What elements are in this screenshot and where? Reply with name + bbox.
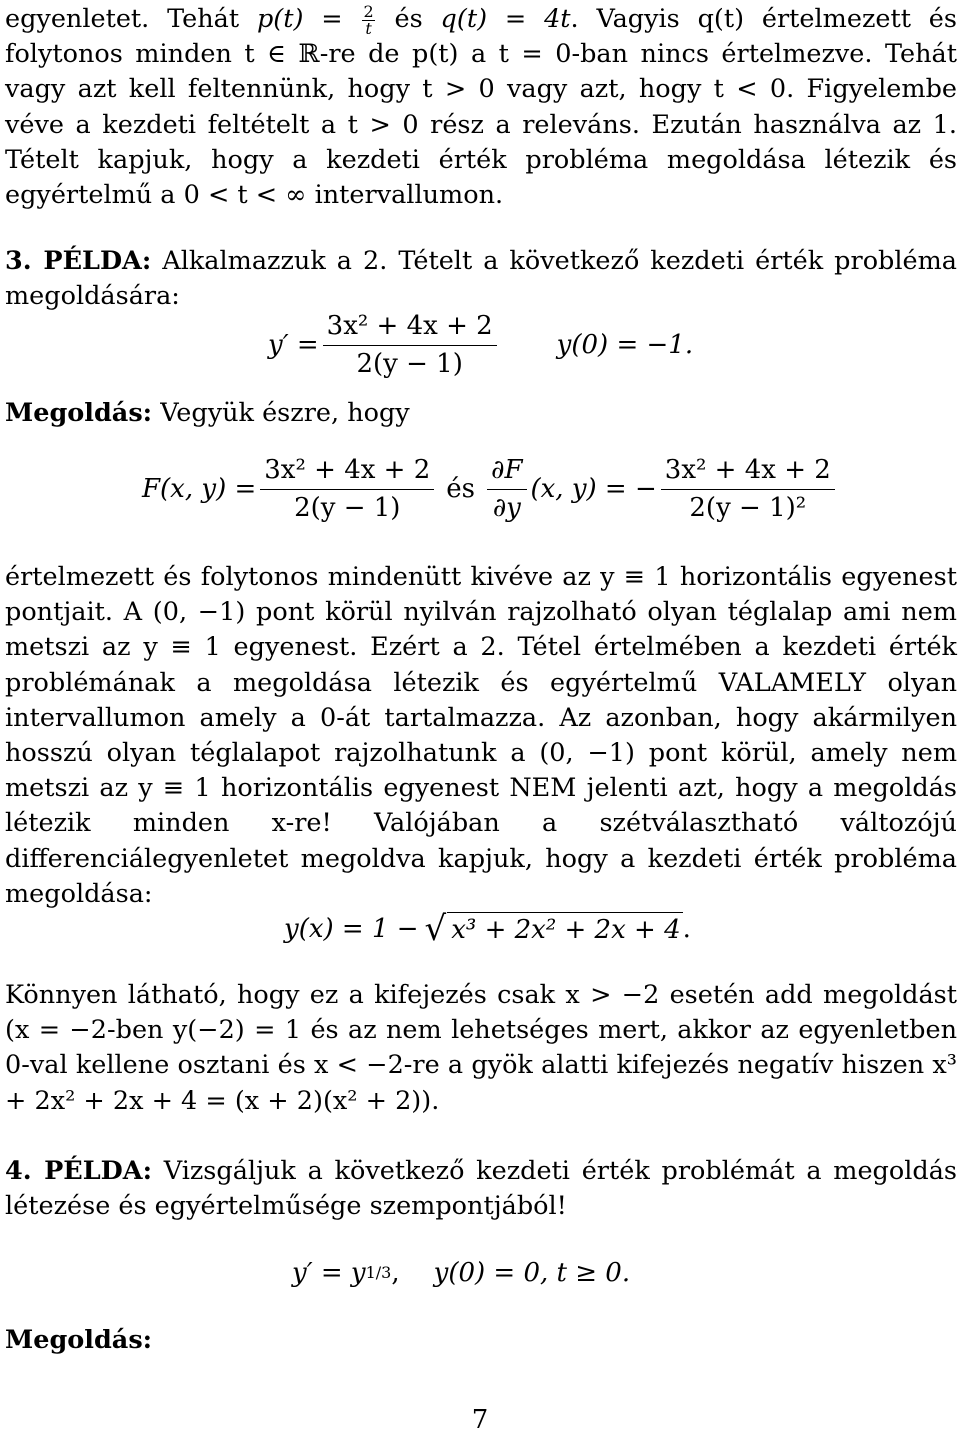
partial-mid: (x, y) = − <box>530 474 657 505</box>
solution-intro-text: Vegyük észre, hogy <box>152 398 410 428</box>
two-over-t-fraction <box>362 1 374 38</box>
ex4-condition: y(0) = 0, t ≥ 0. <box>433 1258 631 1288</box>
example-4-paragraph <box>5 1154 957 1224</box>
solution-end: . <box>682 914 691 944</box>
equation-fraction <box>323 312 497 378</box>
intro-text-2: és <box>376 4 441 34</box>
F-lhs: F(x, y) = <box>142 474 257 505</box>
equation-denominator: 2(y − 1) <box>356 348 463 379</box>
solution-lhs: y(x) = 1 − <box>284 914 419 944</box>
example-4-label: 4. PÉLDA: <box>5 1156 152 1186</box>
F-and-partial-equation <box>142 456 839 522</box>
q-definition: q(t) = 4t <box>440 4 571 34</box>
F-numerator: 3x² + 4x + 2 <box>260 456 434 490</box>
partial-denominator: ∂y <box>492 492 521 523</box>
example-4-text: Vizsgáljuk a következő kezdeti érték problémát a megoldás létezése és egyértelműsége szempontjából! <box>5 1156 957 1222</box>
solution-intro <box>5 396 957 431</box>
partial-rhs-denominator: 2(y − 1)² <box>689 492 807 523</box>
analysis-paragraph: értelmezett és folytonos mindenütt kivéve az y ≡ 1 horizontális egyenest pontjait. A (0, −1) pont körül nyilván rajzolható olyan téglalap ami nem metszi az y ≡ 1 egyenest. Ezért a 2. Tétel értelmében a kezdeti érték problémának a megoldása létezik és egyértelmű VALAMELY olyan intervallumon amely a 0-át tartalmazza. Az azonban, hogy akármilyen hosszú olyan téglalapot rajzolhatunk a (0, −1) pont körül, amely nem metszi az y ≡ 1 horizontális egyenest NEM jelenti azt, hogy a megoldás létezik minden x-re! Valójában a szétválasztható változójú differenciálegyenletet megoldva kapjuk, hogy a kezdeti érték probléma megoldása: <box>5 562 957 909</box>
p-definition: p(t) = <box>256 4 361 34</box>
intro-text-3: . Vagyis q(t) értelmezett és folytonos minden t ∈ ℝ-re de p(t) a t = 0-ban nincs értelmezve. Tehát vagy azt kell feltennünk, hogy t > 0 vagy azt, hogy t < 0. Figyelembe véve a kezdeti feltételt a t > 0 rész a releváns. Ezután használva az 1. Tételt kapjuk, hogy a kezdeti érték probléma megoldása létezik és egyértelmű a 0 < t < ∞ intervallumon. <box>5 4 957 211</box>
intro-paragraph <box>5 2 957 213</box>
F-fraction <box>260 456 434 522</box>
partial-rhs-numerator: 3x² + 4x + 2 <box>661 456 835 490</box>
es-word: és <box>446 474 476 505</box>
ex4-lhs: y′ = y <box>292 1258 366 1288</box>
square-root <box>424 909 683 949</box>
F-denominator: 2(y − 1) <box>294 492 401 523</box>
domain-paragraph: Könnyen látható, hogy ez a kifejezés csak x > −2 esetén add megoldást (x = −2-ben y(−2) = 1 és az nem lehetséges mert, akkor az egyenletben 0-val kellene osztani és x < −2-re a gyök alatti kifejezés negatív hiszen x³ + 2x² + 2x + 4 = (x + 2)(x² + 2)). <box>5 980 957 1116</box>
radicand: x³ + 2x² + 2x + 4 <box>447 912 682 946</box>
partial-rhs-fraction <box>661 456 835 522</box>
example-4-solution <box>5 1323 957 1358</box>
example-4-solution-label: Megoldás: <box>5 1325 153 1355</box>
example-3-equation <box>268 312 693 378</box>
example-4-equation: y′ = y 1/3 , y(0) = 0, t ≥ 0. <box>292 1258 631 1288</box>
radical-sign-icon: √ <box>424 909 447 949</box>
equation-lhs: y′ = <box>268 330 319 361</box>
fraction-numerator: 2 <box>363 1 374 21</box>
partial-derivative-fraction <box>487 456 526 522</box>
fraction-denominator: t <box>365 18 372 38</box>
example-3-label: 3. PÉLDA: <box>5 246 152 276</box>
ex4-separator: , <box>391 1258 400 1288</box>
example-3-paragraph <box>5 244 957 314</box>
example-3-text: Alkalmazzuk a 2. Tételt a következő kezdeti érték probléma megoldására: <box>5 246 957 312</box>
explicit-solution <box>284 909 691 949</box>
intro-text-1: egyenletet. Tehát <box>5 4 257 34</box>
equation-numerator: 3x² + 4x + 2 <box>323 312 497 346</box>
initial-condition: y(0) = −1. <box>556 330 694 361</box>
solution-label: Megoldás: <box>5 398 153 428</box>
page-number: 7 <box>471 1405 489 1435</box>
partial-numerator: ∂F <box>487 456 526 490</box>
